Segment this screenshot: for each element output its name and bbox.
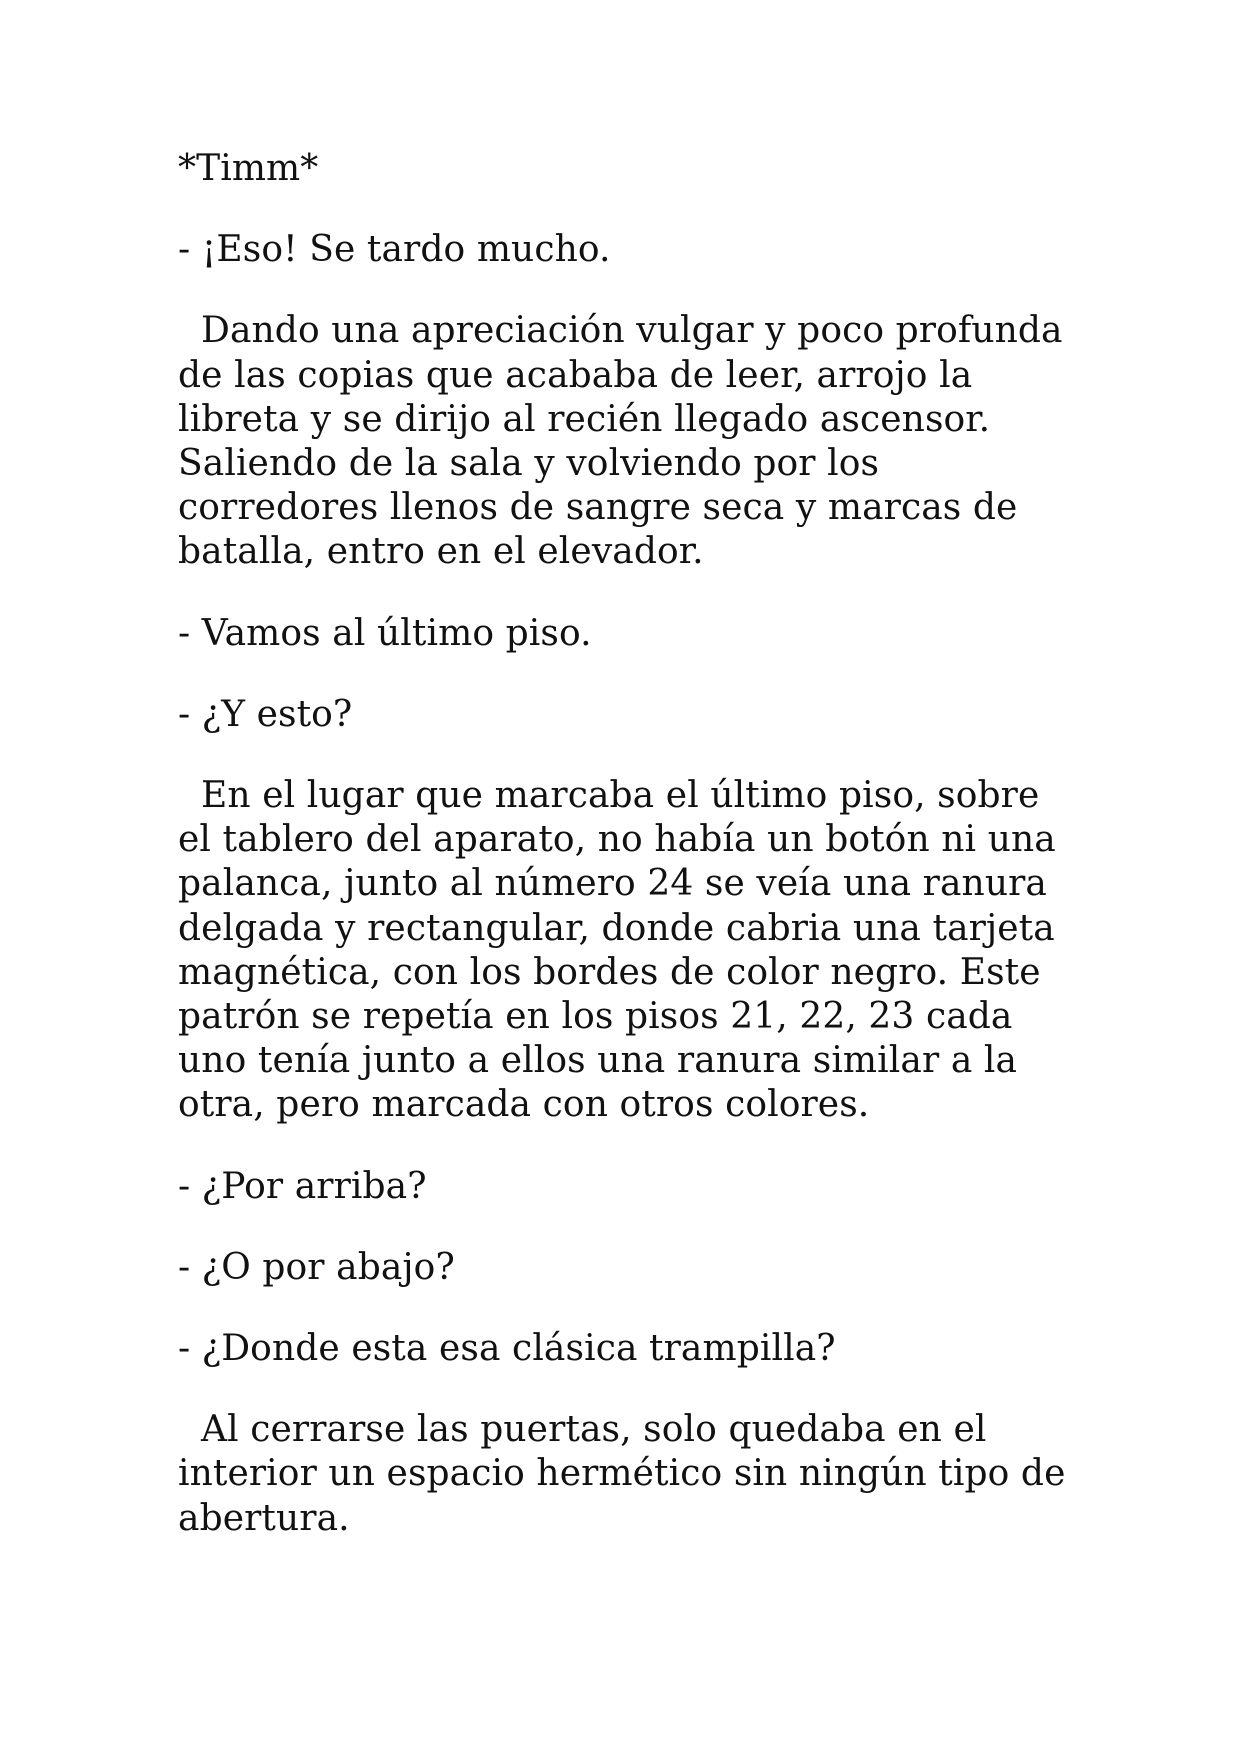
narrative-paragraph: Dando una apreciación vulgar y poco profunda de las copias que acababa de leer, arrojo la libreta y se dirijo al recién llegado ascensor. Saliendo de la sala y volviendo por los corredores llenos de sangre seca y marcas de batalla, entro en el elevador.: [178, 310, 1063, 573]
narrative-paragraph: Al cerrarse las puertas, solo quedaba en el interior un espacio hermético sin ningún tipo de abertura.: [178, 1409, 1066, 1539]
dialogue-line: - Vamos al último piso.: [178, 612, 592, 654]
dialogue-line: - ¿Donde esta esa clásica trampilla?: [178, 1328, 836, 1370]
dialogue-line: - ¿Y esto?: [178, 693, 353, 735]
dialogue-line: - ¡Eso! Se tardo mucho.: [178, 229, 611, 271]
text-column: [178, 147, 1083, 1578]
dialogue-line: - ¿O por abajo?: [178, 1246, 455, 1288]
chapter-heading: *Timm*: [178, 148, 319, 189]
narrative-paragraph: En el lugar que marcaba el último piso, sobre el tablero del aparato, no había un botón ni una palanca, junto al número 24 se veía una ranura delgada y rectangular, donde cabria una tarjeta magnética, con los bordes de color negro. Este patrón se repetía en los pisos 21, 22, 23 cada uno tenía junto a ellos una ranura similar a la otra, pero marcada con otros colores.: [178, 775, 1056, 1126]
dialogue-line: - ¿Por arriba?: [178, 1165, 427, 1207]
